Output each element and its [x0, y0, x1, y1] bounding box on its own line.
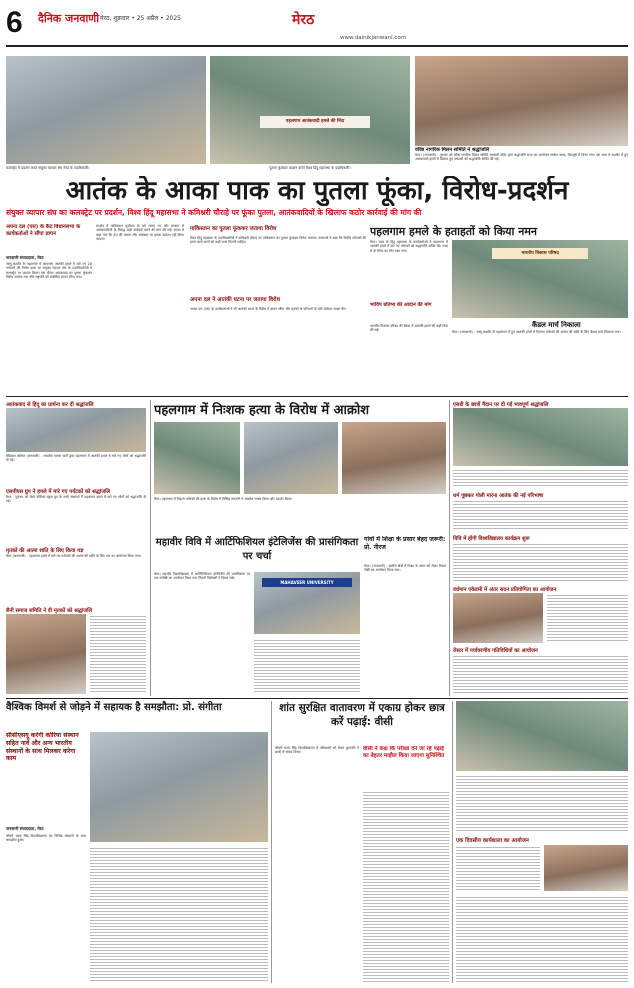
ai-headline: महावीर विवि में आर्टिफिशियल इंटेलिजेंस की प्रासंगिकता पर चर्चा — [155, 537, 359, 562]
photo-collectorate — [6, 56, 206, 164]
section-rule-2 — [6, 698, 628, 699]
village-headline: गांवों में शिक्षा के प्रसार बेहद जरूरी: प्रो. नीरज — [364, 536, 446, 551]
section-rule-1 — [6, 396, 628, 397]
candle-march-head: कैंडल मार्च निकाला — [532, 321, 581, 329]
col3-head2: अपना दल ने आतंकी घटना पर जताया विरोध — [190, 297, 280, 303]
ccsu-sidebar-head: सीसीएसयू करेगी कोरिया संस्थान सहित नार्वे और अन्य भारतीय संस्थानों के साथ मिलकर करेगा काम — [6, 732, 79, 763]
bottom-center-subhead: वीसी ने कक्ष कि परीक्षा देने जा रहे पढ़ाई का बेहतर माहौल किया जाएगा सुनिश्चित — [363, 746, 445, 759]
left-text4-filler — [90, 614, 146, 694]
photo-effigy — [210, 56, 410, 164]
left-head2: एसपीएस ग्रुप ने हमले में मारे गए पर्यटकों को श्रद्धांजलि — [6, 489, 110, 495]
right-story-text: मेरठ। सदर के हिंदू महासभा के कार्यकर्ताओं ने पहलगाम में आतंकी हमले में मारे गए पर्यटकों को श्रद्धांजलि अर्पित की। सभा में दो मिनट का मौन रखा गया। — [370, 240, 448, 253]
col1-head: अपना दल (एस) के कैंट विधानसभा के कार्यकर्ताओं ने सौंपा ज्ञापन — [6, 224, 81, 237]
photo-saini-samaj — [6, 614, 86, 694]
bottom-left-headline: वैश्विक विमर्श से जोड़ने में सहायक है समझौता: प्रो. संगीता — [6, 702, 222, 713]
right-head5: रोस्टर में पर्यावरणीय गतिविधियों का आयोजन — [453, 648, 538, 654]
protest-banner: पहलगाम आतंकवादी हमले की निंदा — [260, 116, 370, 128]
col1-text: जम्मू-कश्मीर के पहलगाम में कायराना आतंकी हमले में मारे गए 28 पर्यटकों की निर्मम हत्या पर संयुक्त व्यापार संघ के पदाधिकारियों ने कलक्ट्रेट पर प्रदर्शन किया। इस दौरान आतंकवाद का पुतला फूंककर विरोध जताया गया और राष्ट्रपति को संबोधित ज्ञापन सौंपा गया। — [6, 262, 92, 279]
website: www.dainikjanwani.com — [340, 35, 407, 41]
ai-text-2-filler — [254, 638, 360, 694]
photo-workshop — [544, 845, 628, 891]
right-filler-2 — [453, 499, 628, 531]
right-filler-1 — [453, 468, 628, 488]
main-subhead: संयुक्त व्यापार संघ का कलक्ट्रेट पर प्रदर्शन, विश्व हिंदू महासभा ने कमिश्नरी चौराहे पर फूंका पुतला, आतंकवादियों के खिलाफ कठोर कार्रवाई की मांग की — [6, 208, 422, 217]
col-divider-right — [449, 400, 450, 696]
photo-sd-students — [453, 408, 628, 466]
photo-center-1 — [154, 422, 240, 494]
col3-text: विश्व हिंदू महासभा के पदाधिकारियों ने कमिश्नरी चौराहे पर पाकिस्तान का पुतला फूंककर विरोध जताया। वक्ताओं ने कहा कि निर्दोष पर्यटकों की हत्या करने वालों को कड़ी सजा मिलनी चाहिए। — [190, 236, 366, 245]
photo-bvp — [452, 240, 628, 318]
col-divider-left — [150, 400, 151, 696]
bottom-right-filler-1 — [456, 774, 628, 832]
photo-mahaveer — [254, 572, 360, 634]
mahaveer-banner: MAHAVEER UNIVERSITY — [262, 578, 352, 587]
right-head2: धर्म पूछकर गोली मारना आतंक की नई परिभाषा — [453, 493, 544, 499]
right-head1: एसडी के छात्रों मैदान पर दी गई भावपूर्ण श्रद्धांजलि — [453, 402, 549, 408]
bottom-left-text: चौधरी चरण सिंह विश्वविद्यालय का विभिन्न संस्थानों के साथ समझौता हुआ। — [6, 834, 86, 843]
col3-head: पाकिस्तान का पुतला फूंककर जताया विरोध — [190, 226, 277, 232]
right-filler-3 — [453, 542, 628, 582]
right-head4: वर्धमान एकेडमी में अंतर सदन प्रतियोगिता का आयोजन — [453, 587, 557, 593]
left-head1: आतंकवाद से हिंदू का प्रार्थना कर दी श्रद्धांजलि — [6, 402, 94, 408]
left-text3: मेरठ (जनवाणी) - पहलगाम हमले में मारे गए पर्यटकों की आत्मा की शांति के लिए यज्ञ का आयोजन किया गया। — [6, 554, 142, 558]
bottom-right-filler-3 — [456, 895, 628, 982]
right-story-subtext: भारतीय विकास परिषद की बैठक में आतंकी हमले की कड़ी निंदा की गई। — [370, 324, 448, 333]
section-title: मेरठ — [292, 12, 315, 28]
candle-march-text: मेरठ। (जनवाणी) - जम्मू-कश्मीर के पहलगाम में हुए आतंकी हमले में दिवंगत पर्यटकों की आत्मा की शांति के लिए कैंडल मार्च निकाला गया। — [452, 330, 621, 334]
main-headline: आतंक के आका पाक का पुतला फूंका, विरोध-प्रदर्शन — [65, 176, 569, 206]
bottom-left-filler — [90, 846, 268, 982]
masthead-rule — [6, 45, 628, 47]
right-filler-5 — [453, 654, 628, 694]
senior-citizen-head: वरिष्ठ नागरिक मिलन समिति ने श्रद्धांजलि — [415, 147, 490, 153]
photo-bottom-right — [456, 701, 628, 771]
photo-senior-citizens — [415, 56, 628, 146]
bottom-center-headline: शांत सुरक्षित वातावरण में एकाग्र होकर छात्र करें पढ़ाई: वीसी — [279, 702, 445, 728]
page-number: 6 — [6, 6, 23, 39]
photo-ccsu-mou — [90, 732, 268, 842]
col-divider-bottom-right — [452, 701, 453, 983]
center-headline: पहलगाम में निःशक हत्या के विरोध में आक्रोश — [154, 403, 370, 418]
caption-effigy: पुतला फूंककर प्रदर्शन करते विश्व हिंदू महासभा के पदाधिकारी। — [269, 166, 351, 170]
bvp-banner: भारतीय विकास परिषद — [492, 248, 588, 259]
ai-text: मेरठ। महावीर विश्वविद्यालय में आर्टिफिशियल इंटेलिजेंस की प्रासंगिकता पर एक संगोष्ठी का आयोजन किया गया जिसमें विशेषज्ञों ने विचार रखे। — [154, 572, 250, 581]
bottom-right-filler-2 — [456, 845, 540, 891]
byline: जनवाणी संवाददाता, मेरठ — [6, 255, 44, 260]
col-divider-bottom — [271, 701, 272, 983]
right-head6: एक दिवसीय कार्यशाला का आयोजन — [456, 838, 529, 844]
paper-name: दैनिक जनवाणी — [38, 12, 100, 25]
left-head3: मृतकों की आत्मा शांति के लिए किया यज्ञ — [6, 548, 84, 554]
left-head4: सैनी समाज समिति ने दी मृतकों को श्रद्धांजलि — [6, 608, 92, 614]
right-story-subhead: भाविप प्रतिभा की आदान की मांग — [370, 302, 432, 308]
village-text: मेरठ। (जनवाणी) - ग्रामीण क्षेत्रों में शिक्षा के प्रसार को लेकर विचार गोष्ठी का आयोजन किया गया। — [364, 564, 446, 573]
col2-text: प्रदर्शन में पाकिस्तान मुर्दाबाद के नारे लगाए गए और सरकार से आतंकवादियों के विरुद्ध कड़ी कार्रवाई करने की मांग की गई। ज्ञापन में कहा गया कि देश की एकता और अखंडता पर हमला बर्दाश्त नहीं किया जाएगा। — [96, 224, 184, 241]
left-text1: मेडिकल कॉलेज (जनवाणी) - भारतीय जनता पार्टी द्वारा पहलगाम में आतंकी हमले में मारे गए लोगों को श्रद्धांजलि दी गई। — [6, 454, 146, 463]
photo-medical-college — [6, 408, 146, 452]
senior-citizen-text: मेरठ। (जनवाणी) - गुरुवार को वरिष्ठ नागरिक मिलन समिति सरस्वती मंदिर द्वारा श्रद्धांजलि सभा का आयोजन साकेत क्लब, शिवपुरी में किया गया। इस सभा में कश्मीर में हुए आतंकवादी हमले में दिवंगत हुए पर्यटकों को श्रद्धांजलि अर्पित की गई। — [415, 153, 628, 162]
photo-vardhman — [453, 593, 543, 643]
bottom-left-byline: जनवाणी संवाददाता, मेरठ — [6, 826, 44, 831]
left-text2: मेरठ - गुरुवार को मेरठ पब्लिक स्कूल ग्रुप के सभी संस्थानों में पहलगाम हमले में मारे गए लोगों को श्रद्धांजलि दी गई। — [6, 495, 146, 504]
col3-text2: अपना दल (एस) के कार्यकर्ताओं ने भी आतंकी घटना के विरोध में ज्ञापन सौंपा और मृतकों के परिजनों के प्रति संवेदना व्यक्त की। — [190, 307, 346, 311]
photo-center-3 — [342, 422, 446, 494]
bottom-center-text: चौधरी चरण सिंह विश्वविद्यालय में परीक्षाओं को लेकर कुलपति ने छात्रों से संवाद किया। — [275, 746, 359, 755]
bottom-center-filler — [363, 790, 449, 982]
right-head3: विवि में होंगी विश्वविद्यालय कार्यक्रम शुरू — [453, 536, 530, 542]
right-filler-4 — [547, 593, 628, 643]
caption-collectorate: कलक्ट्रेट में प्रदर्शन करते संयुक्त व्यापार संघ मेरठ के पदाधिकारी। — [6, 166, 90, 170]
center-text: मेरठ। पहलगाम में निहत्थे पर्यटकों की हत्या के विरोध में विभिन्न संगठनों ने आक्रोश व्यक्त किया और प्रदर्शन किया। — [154, 497, 293, 501]
right-story-headline: पहलगाम हमले के हताहतों को किया नमन — [370, 225, 537, 238]
photo-center-2 — [244, 422, 338, 494]
dateline: मेरठ, शुक्रवार • 25 अप्रैल • 2025 — [100, 15, 181, 22]
